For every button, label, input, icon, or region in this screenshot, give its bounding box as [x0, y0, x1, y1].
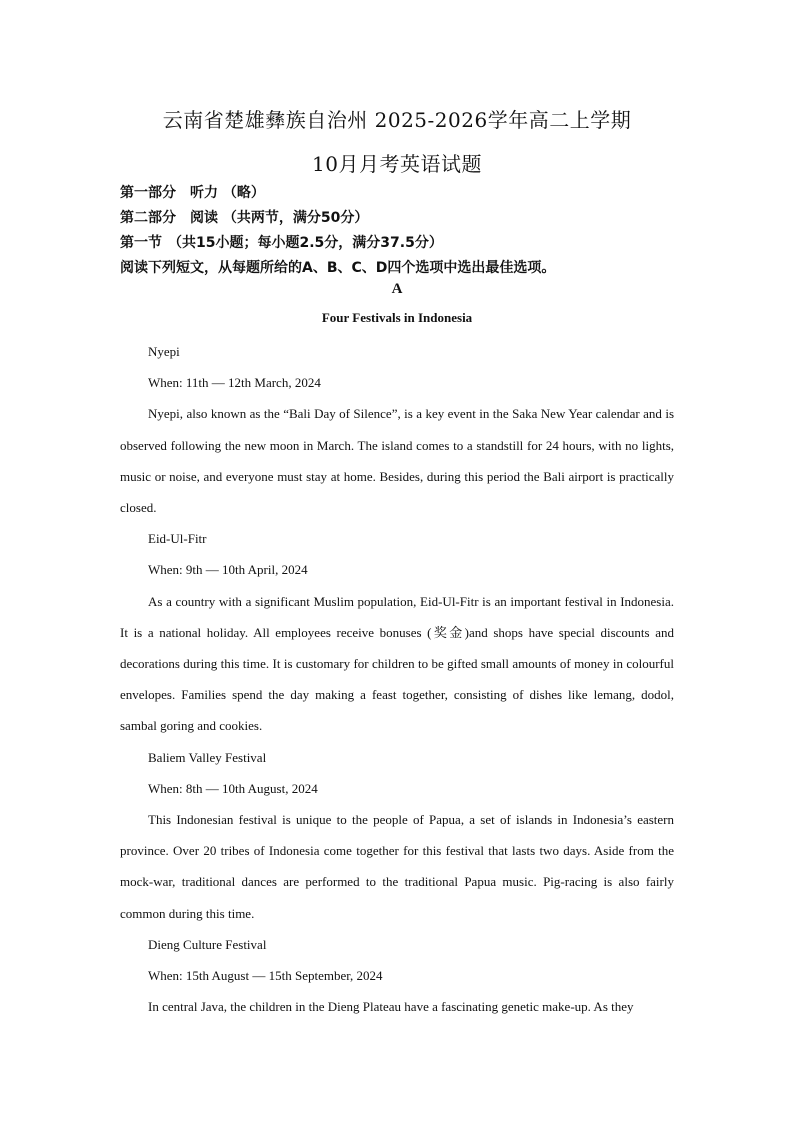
festival-date: When: 9th — 10th April, 2024: [148, 562, 308, 578]
part1-label: 第一部分: [120, 185, 176, 201]
reading-instruction: 阅读下列短文，从每题所给的A、B、C、D四个选项中选出最佳选项。: [120, 260, 556, 276]
part1-name: 听力 （略）: [190, 185, 265, 201]
festival-date: When: 15th August — 15th September, 2024: [148, 968, 383, 984]
part2-heading: [120, 207, 368, 227]
festival-name: Nyepi: [148, 344, 180, 359]
passage-title: Four Festivals in Indonesia: [321, 310, 473, 325]
festival-description: This Indonesian festival is unique to the people of Papua, a set of islands in Indonesia’s eastern province. Over 20 tribes of Indonesia come together for this festival that lasts two days. Aside from the mock-war, traditional dances are performed to the traditional Papua music. Pig-racing is also fairly common during this time.: [120, 812, 674, 921]
festival-name: Dieng Culture Festival: [148, 936, 267, 952]
festival-description: As a country with a significant Muslim population, Eid-Ul-Fitr is an important festival in Indonesia. It is a national holiday. All employees receive bonuses (奖金)and shops have special discounts and decorations during this time. It is customary for children to be gifted small amounts of money in colourful envelopes. Families spend the day making a feast together, consisting of dishes like lemang, dodol, sambal goring and cookies.: [120, 593, 674, 734]
festival-date: When: 11th — 12th March, 2024: [148, 375, 321, 391]
exam-title-line2: 10月月考英语试题: [312, 152, 482, 176]
festival-description: Nyepi, also known as the “Bali Day of Silence”, is a key event in the Saka New Year calendar and is observed following the new moon in March. The island comes to a standstill for 24 hours, with no lights, music or noise, and everyone must stay at home. Besides, during this period the Bali airport is practically closed.: [120, 406, 674, 516]
section1-heading: [120, 232, 443, 252]
part2-label: 第二部分: [120, 210, 176, 226]
festival-date: When: 8th — 10th August, 2024: [148, 780, 318, 796]
festival-name: Baliem Valley Festival: [148, 749, 267, 765]
part1-heading: [120, 182, 265, 202]
passage-letter: A: [391, 281, 403, 297]
section1-desc: （共15小题；每小题2.5分，满分37.5分）: [168, 235, 443, 251]
section1-label: 第一节: [120, 235, 162, 251]
part2-name: 阅读 （共两节，满分50分）: [190, 210, 369, 226]
passage-body: [120, 336, 674, 1022]
festival-name: Eid-Ul-Fitr: [148, 531, 207, 547]
exam-title-line1: 云南省楚雄彝族自治州 2025-2026学年高二上学期: [162, 108, 632, 132]
festival-description: In central Java, the children in the Dieng Plateau have a fascinating genetic make-up. As they: [148, 999, 634, 1015]
